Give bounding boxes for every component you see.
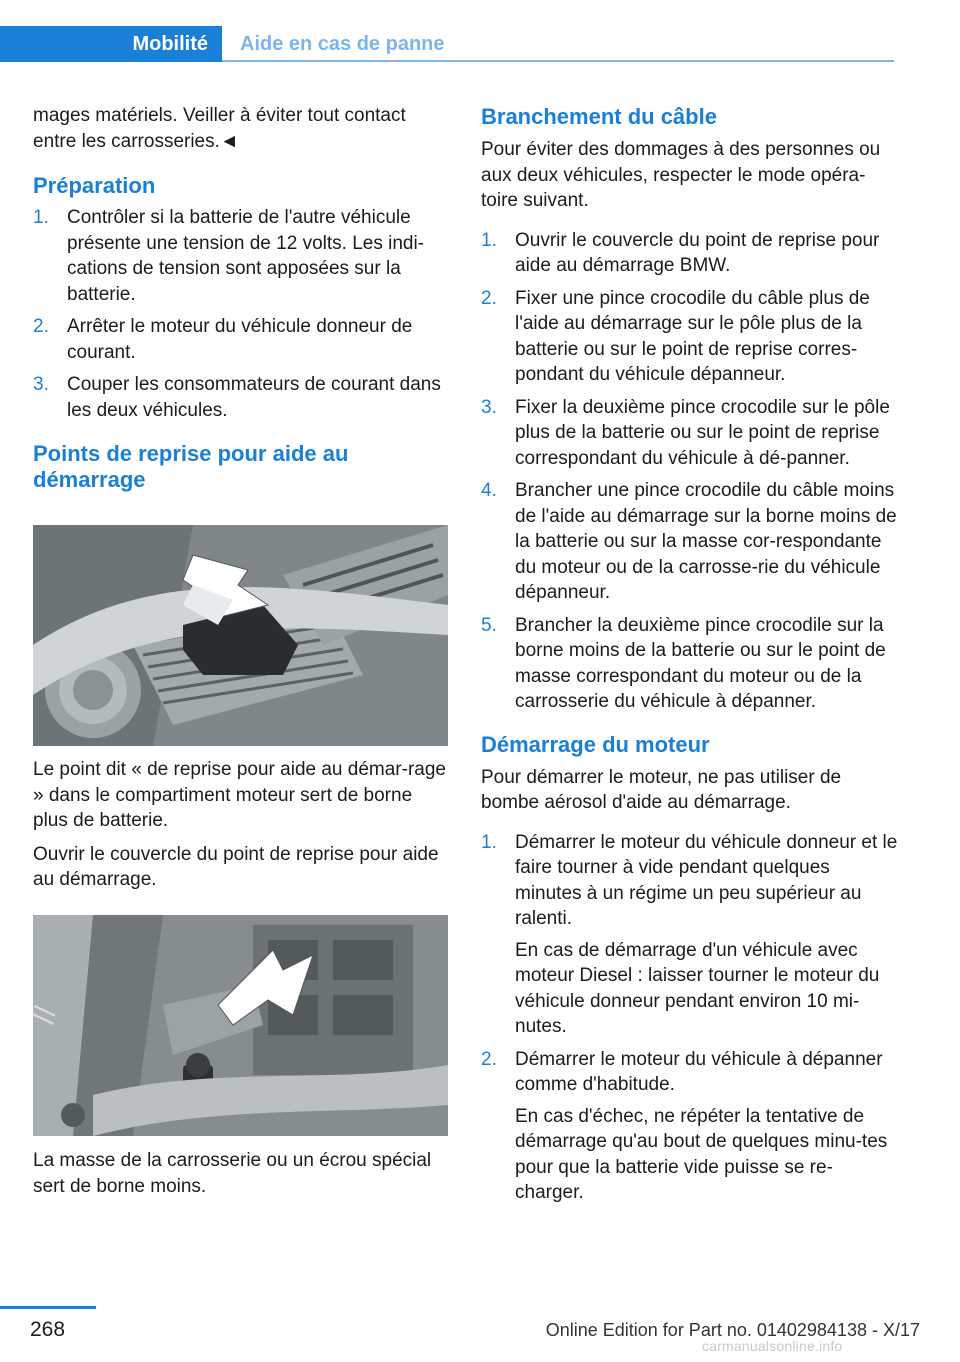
step-number: 3.	[33, 374, 49, 395]
list-item	[33, 372, 448, 423]
step-number: 5.	[481, 614, 497, 636]
cable-steps	[481, 228, 899, 715]
page-header	[0, 0, 894, 62]
step-text: Brancher une pince crocodile du câble moins de l'aide au démarrage sur la borne moins de la batterie ou sur la masse cor-respondante du moteur ou de la carrosse-rie du véhicule dépanneur.	[515, 480, 897, 603]
list-item	[481, 228, 899, 279]
photo2-caption: La masse de la carrosserie ou un écrou spécial sert de borne moins.	[33, 1150, 432, 1197]
step-text: Contrôler si la batterie de l'autre véhicule présente une tension de 12 volts. Les indi-cations de tension sont apposées sur la batterie.	[67, 207, 425, 305]
right-column	[481, 104, 899, 1213]
intro-text: mages matériels. Veiller à éviter tout contact entre les carrosseries.◄	[33, 105, 406, 152]
preparation-steps	[33, 205, 448, 423]
list-item	[33, 205, 448, 307]
step-text: Ouvrir le couvercle du point de reprise pour aide au démarrage BMW.	[515, 229, 880, 276]
cable-intro: Pour éviter des dommages à des personnes ou aux deux véhicules, respecter le mode opéra-toire suivant.	[481, 139, 881, 211]
section-tab-aide: Aide en cas de panne	[240, 33, 445, 55]
section-tab-mobilite: Mobilité	[0, 26, 222, 62]
list-item	[481, 286, 899, 388]
step-number: 2.	[33, 316, 49, 337]
list-item	[481, 613, 899, 715]
photo1-caption-open-cover: Ouvrir le couvercle du point de reprise pour aide au démarrage.	[33, 843, 439, 890]
heading-preparation: Préparation	[33, 173, 156, 198]
step-text: Démarrer le moteur du véhicule à dépanner comme d'habitude.	[515, 1048, 883, 1095]
heading-branchement: Branchement du câble	[481, 104, 717, 129]
step-text: Démarrer le moteur du véhicule donneur et le faire tourner à vide pendant quelques minutes à un régime un peu supérieur au ralenti.	[515, 831, 898, 929]
step-number: 3.	[481, 396, 497, 418]
step-note: En cas d'échec, ne répéter la tentative de démarrage qu'au bout de quelques minu-tes pour que la batterie vide puisse se re-charger.	[515, 1105, 888, 1203]
heading-points-reprise: Points de reprise pour aide au démarrage	[33, 441, 349, 492]
photo1-captions	[33, 757, 448, 893]
step-number: 2.	[481, 287, 497, 309]
svg-text://: //	[27, 1004, 63, 1027]
page-number: 268	[30, 1318, 66, 1341]
header-rule	[222, 60, 894, 62]
step-number: 4.	[481, 480, 497, 501]
step-number: 2.	[481, 1048, 497, 1070]
left-column	[33, 103, 448, 493]
edition-info: Online Edition for Part no. 01402984138 - X/17	[545, 1320, 920, 1340]
step-text: Brancher la deuxième pince crocodile sur la borne moins de la batterie ou sur le point de masse correspondant du moteur ou de la carrosserie du véhicule à dépanner.	[515, 614, 886, 712]
photo1-caption: Le point dit « de reprise pour aide au démar-rage » dans le compartiment moteur sert de borne plus de batterie.	[33, 759, 446, 831]
step-number: 1.	[33, 207, 49, 228]
list-item	[33, 314, 448, 365]
engine-bay-photo-negative	[27, 915, 448, 1136]
start-steps	[481, 830, 899, 1206]
list-item	[481, 478, 899, 606]
watermark: carmanualsonline.info	[702, 1338, 843, 1354]
footer-rule	[0, 1306, 96, 1309]
step-text: Fixer la deuxième pince crocodile sur le pôle plus de la batterie ou sur le point de reprise correspondant du véhicule à dé-panner.	[515, 396, 890, 469]
list-item	[481, 1047, 899, 1206]
step-number: 1.	[481, 831, 497, 853]
step-note: En cas de démarrage d'un véhicule avec moteur Diesel : laisser tourner le moteur du véhicule donneur pendant environ 10 mi-nutes.	[515, 939, 880, 1037]
list-item	[481, 395, 899, 472]
list-item	[481, 830, 899, 1040]
start-intro: Pour démarrer le moteur, ne pas utiliser de bombe aérosol d'aide au démarrage.	[481, 766, 842, 813]
step-number: 1.	[481, 229, 497, 251]
step-text: Couper les consommateurs de courant dans les deux véhicules.	[67, 374, 441, 421]
heading-demarrage: Démarrage du moteur	[481, 731, 710, 757]
step-text: Arrêter le moteur du véhicule donneur de courant.	[67, 316, 413, 363]
engine-bay-photo-positive	[33, 525, 448, 746]
photo2-captions	[33, 1148, 451, 1199]
step-text: Fixer une pince crocodile du câble plus de l'aide au démarrage sur le pôle plus de la batterie ou sur le point de reprise corres-pondant du véhicule dépanneur.	[515, 287, 870, 385]
